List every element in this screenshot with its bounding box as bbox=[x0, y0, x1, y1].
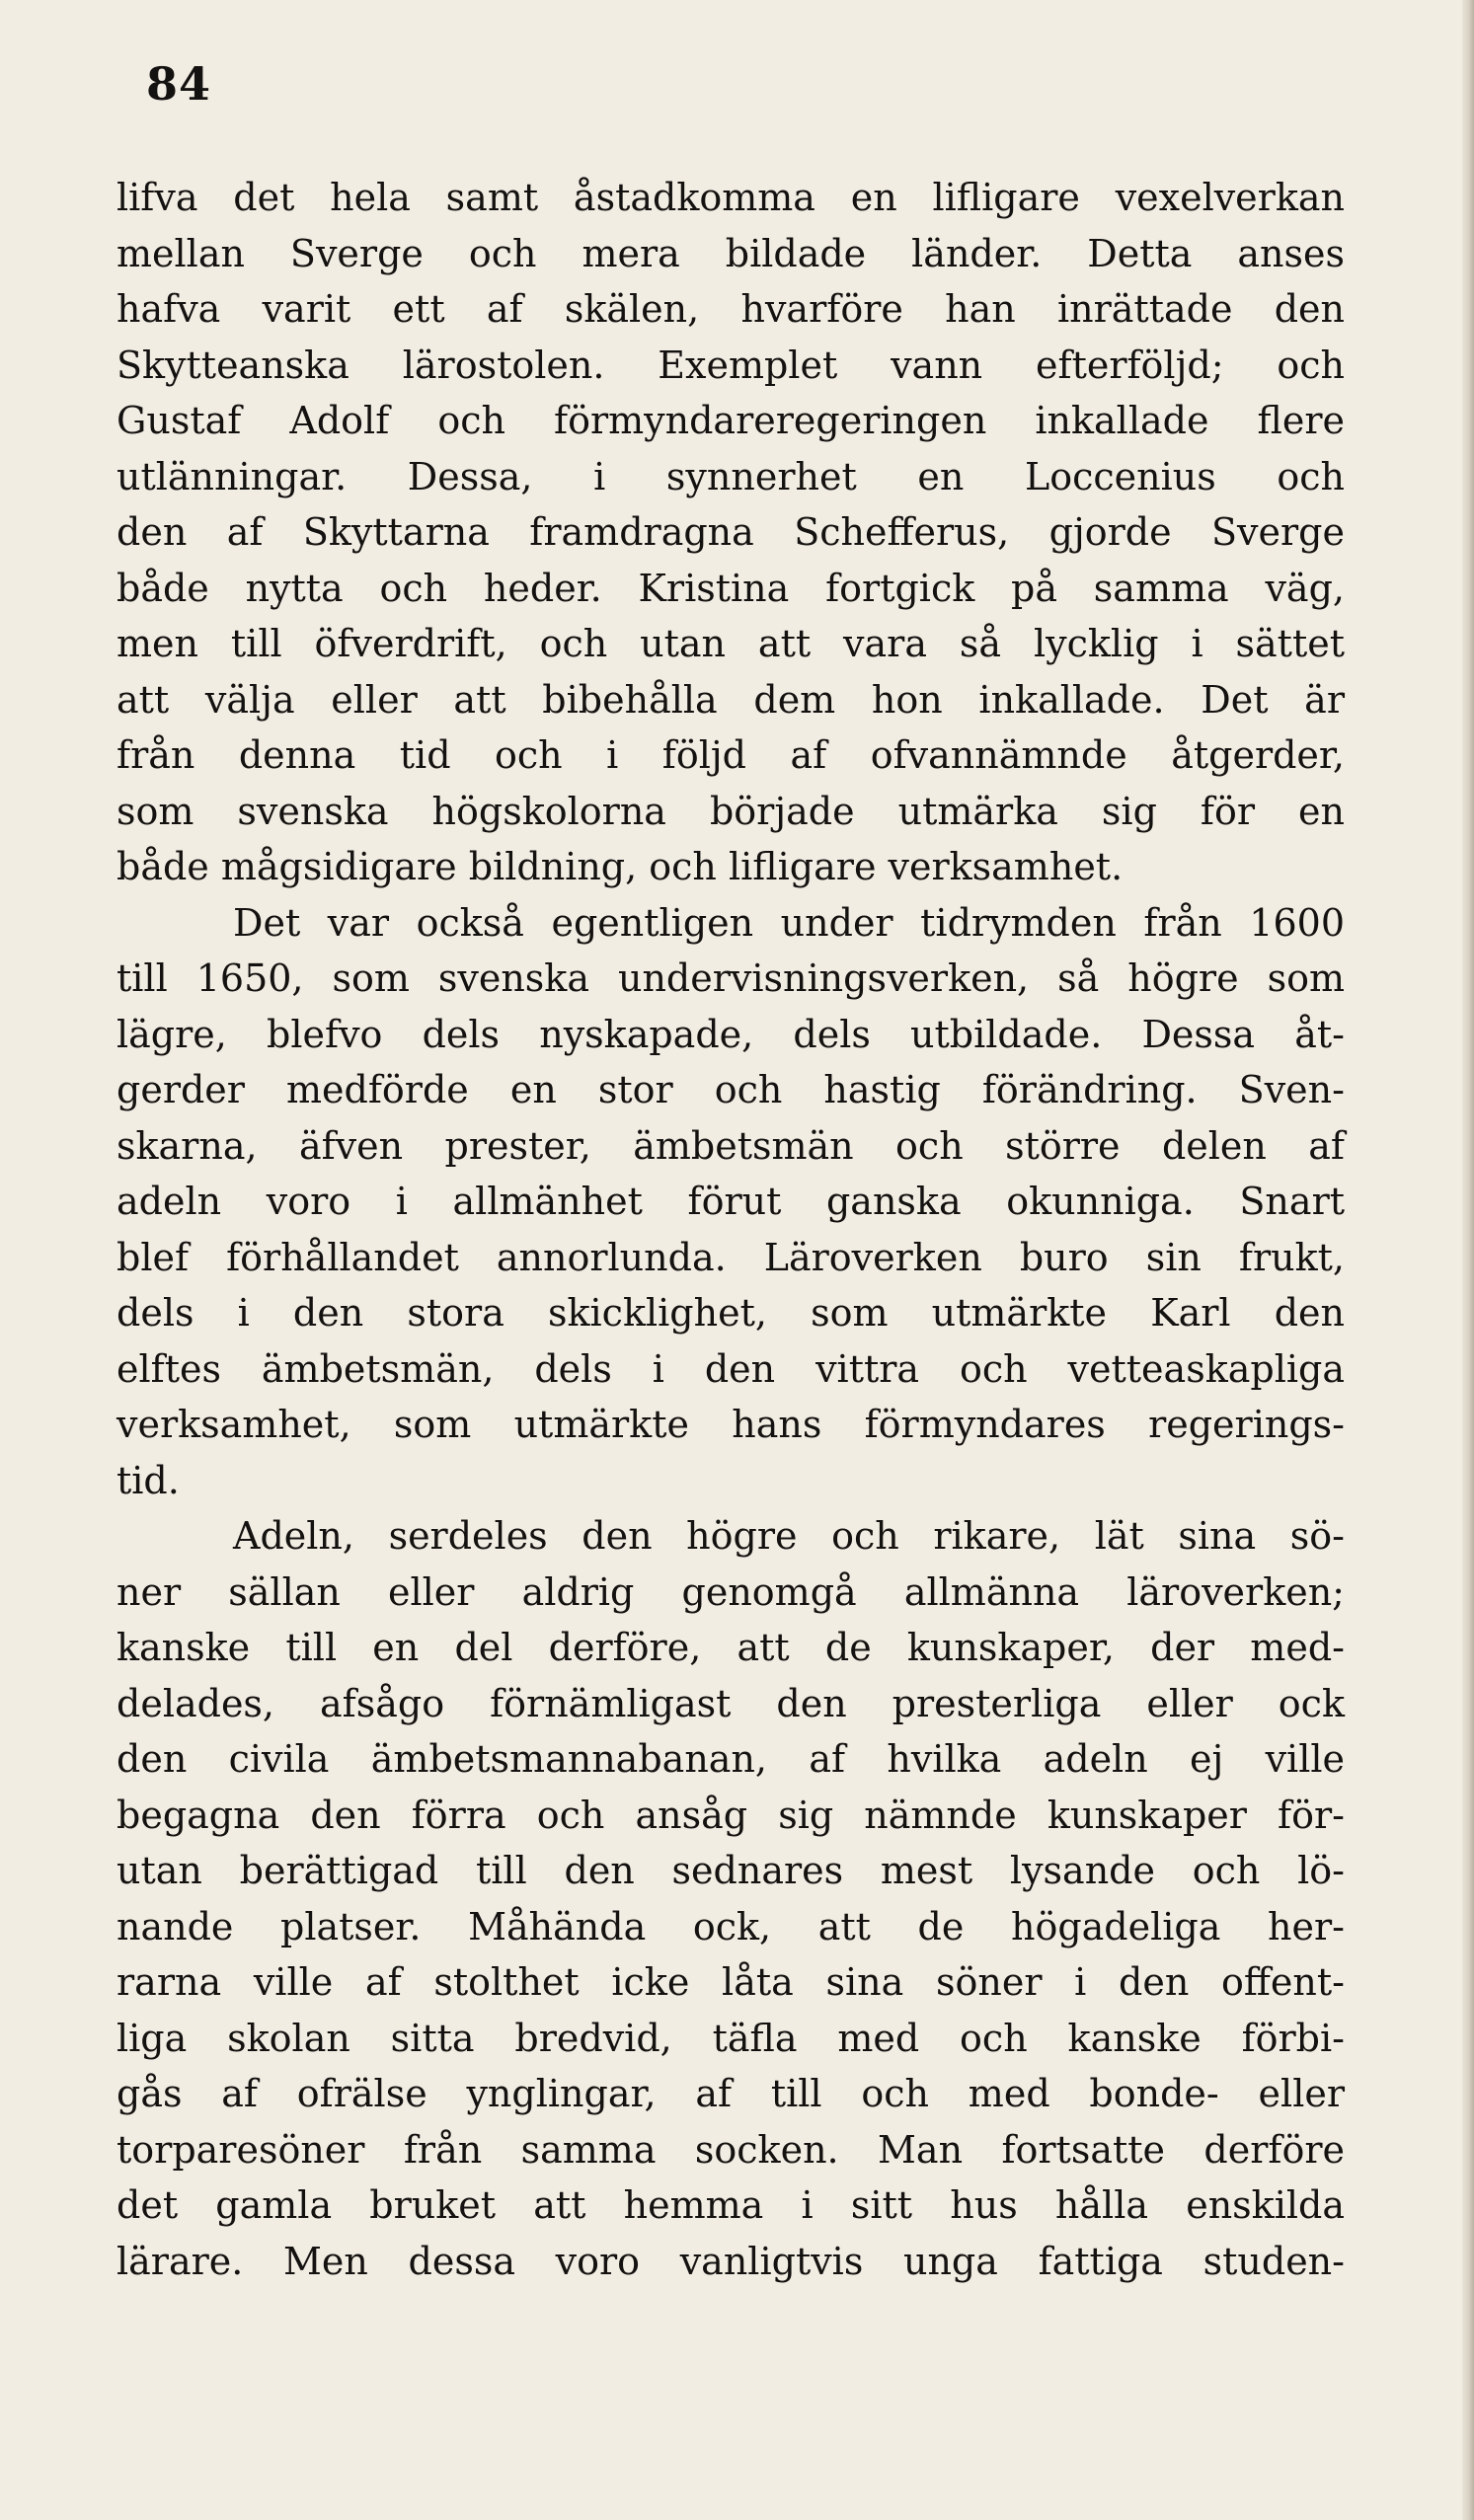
text-line: utan berättigad till den sednares mest lysande och lö- bbox=[116, 1849, 1345, 1892]
text-line: gås af ofrälse ynglingar, af till och med bonde- eller bbox=[116, 2072, 1345, 2115]
text-line: lägre, blefvo dels nyskapade, dels utbildade. Dessa åt- bbox=[116, 1012, 1345, 1056]
text-line: gerder medförde en stor och hastig förändring. Sven- bbox=[116, 1068, 1345, 1111]
text-line: delades, afsågo förnämligast den presterliga eller ock bbox=[116, 1681, 1345, 1725]
text-line: till 1650, som svenska undervisningsverken, så högre som bbox=[116, 956, 1345, 1000]
text-line: mellan Sverge och mera bildade länder. Detta anses bbox=[116, 231, 1345, 275]
text-line: den af Skyttarna framdragna Schefferus, gjorde Sverge bbox=[116, 510, 1345, 554]
text-line: rarna ville af stolthet icke låta sina söner i den offent- bbox=[116, 1960, 1345, 2004]
text-line: att välja eller att bibehålla dem hon inkallade. Det är bbox=[116, 677, 1345, 722]
text-line: hafva varit ett af skälen, hvarföre han inrättade den bbox=[116, 287, 1345, 331]
page-number: 84 bbox=[146, 57, 212, 111]
text-line: adeln voro i allmänhet förut ganska okunniga. Snart bbox=[116, 1180, 1345, 1223]
text-line: torparesöner från samma socken. Man fortsatte derföre bbox=[116, 2127, 1345, 2172]
text-line: liga skolan sitta bredvid, täfla med och kanske förbi- bbox=[116, 2016, 1345, 2060]
text-line: blef förhållandet annorlunda. Läroverken buro sin frukt, bbox=[116, 1235, 1345, 1279]
text-line: lifva det hela samt åstadkomma en lifligare vexelverkan bbox=[116, 176, 1345, 219]
text-line: nande platser. Måhända ock, att de högadeliga her- bbox=[116, 1904, 1345, 1948]
text-line: elftes ämbetsmän, dels i den vittra och vetteaskapliga bbox=[116, 1346, 1345, 1391]
text-line: utlänningar. Dessa, i synnerhet en Loccenius och bbox=[116, 454, 1345, 498]
text-line: lärare. Men dessa voro vanligtvis unga fattiga studen- bbox=[116, 2239, 1345, 2283]
text-line: begagna den förra och ansåg sig nämnde kunskaper för- bbox=[116, 1793, 1345, 1837]
text-line: ner sällan eller aldrig genomgå allmänna läroverken; bbox=[116, 1569, 1345, 1614]
text-line: som svenska högskolorna började utmärka sig för en bbox=[116, 789, 1345, 833]
text-line: Skytteanska lärostolen. Exemplet vann efterföljd; och bbox=[116, 343, 1345, 387]
text-line: kanske till en del derföre, att de kunskaper, der med- bbox=[116, 1626, 1345, 1669]
text-line: från denna tid och i följd af ofvannämnde åtgerder, bbox=[116, 733, 1345, 777]
text-line: skarna, äfven prester, ämbetsmän och större delen af bbox=[116, 1123, 1345, 1168]
paragraph-start-line: Adeln, serdeles den högre och rikare, lät sina sö- bbox=[233, 1514, 1345, 1558]
text-line: Gustaf Adolf och förmyndareregeringen inkallade flere bbox=[116, 399, 1345, 442]
paragraph-end-line: tid. bbox=[116, 1458, 180, 1502]
text-line: den civila ämbetsmannabanan, af hvilka adeln ej ville bbox=[116, 1737, 1345, 1781]
text-line: men till öfverdrift, och utan att vara så lycklig i sättet bbox=[116, 622, 1345, 665]
page-edge bbox=[1462, 0, 1474, 2520]
paragraph-start-line: Det var också egentligen under tidrymden från 1600 bbox=[233, 900, 1345, 945]
text-line: det gamla bruket att hemma i sitt hus hålla enskilda bbox=[116, 2183, 1345, 2227]
paragraph-end-line: både mågsidigare bildning, och lifligare verksamhet. bbox=[116, 845, 1124, 888]
body-text bbox=[116, 170, 1345, 2289]
text-line: både nytta och heder. Kristina fortgick på samma väg, bbox=[116, 566, 1345, 610]
text-line: verksamhet, som utmärkte hans förmyndares regerings- bbox=[116, 1403, 1345, 1446]
text-line: dels i den stora skicklighet, som utmärkte Karl den bbox=[116, 1291, 1345, 1335]
